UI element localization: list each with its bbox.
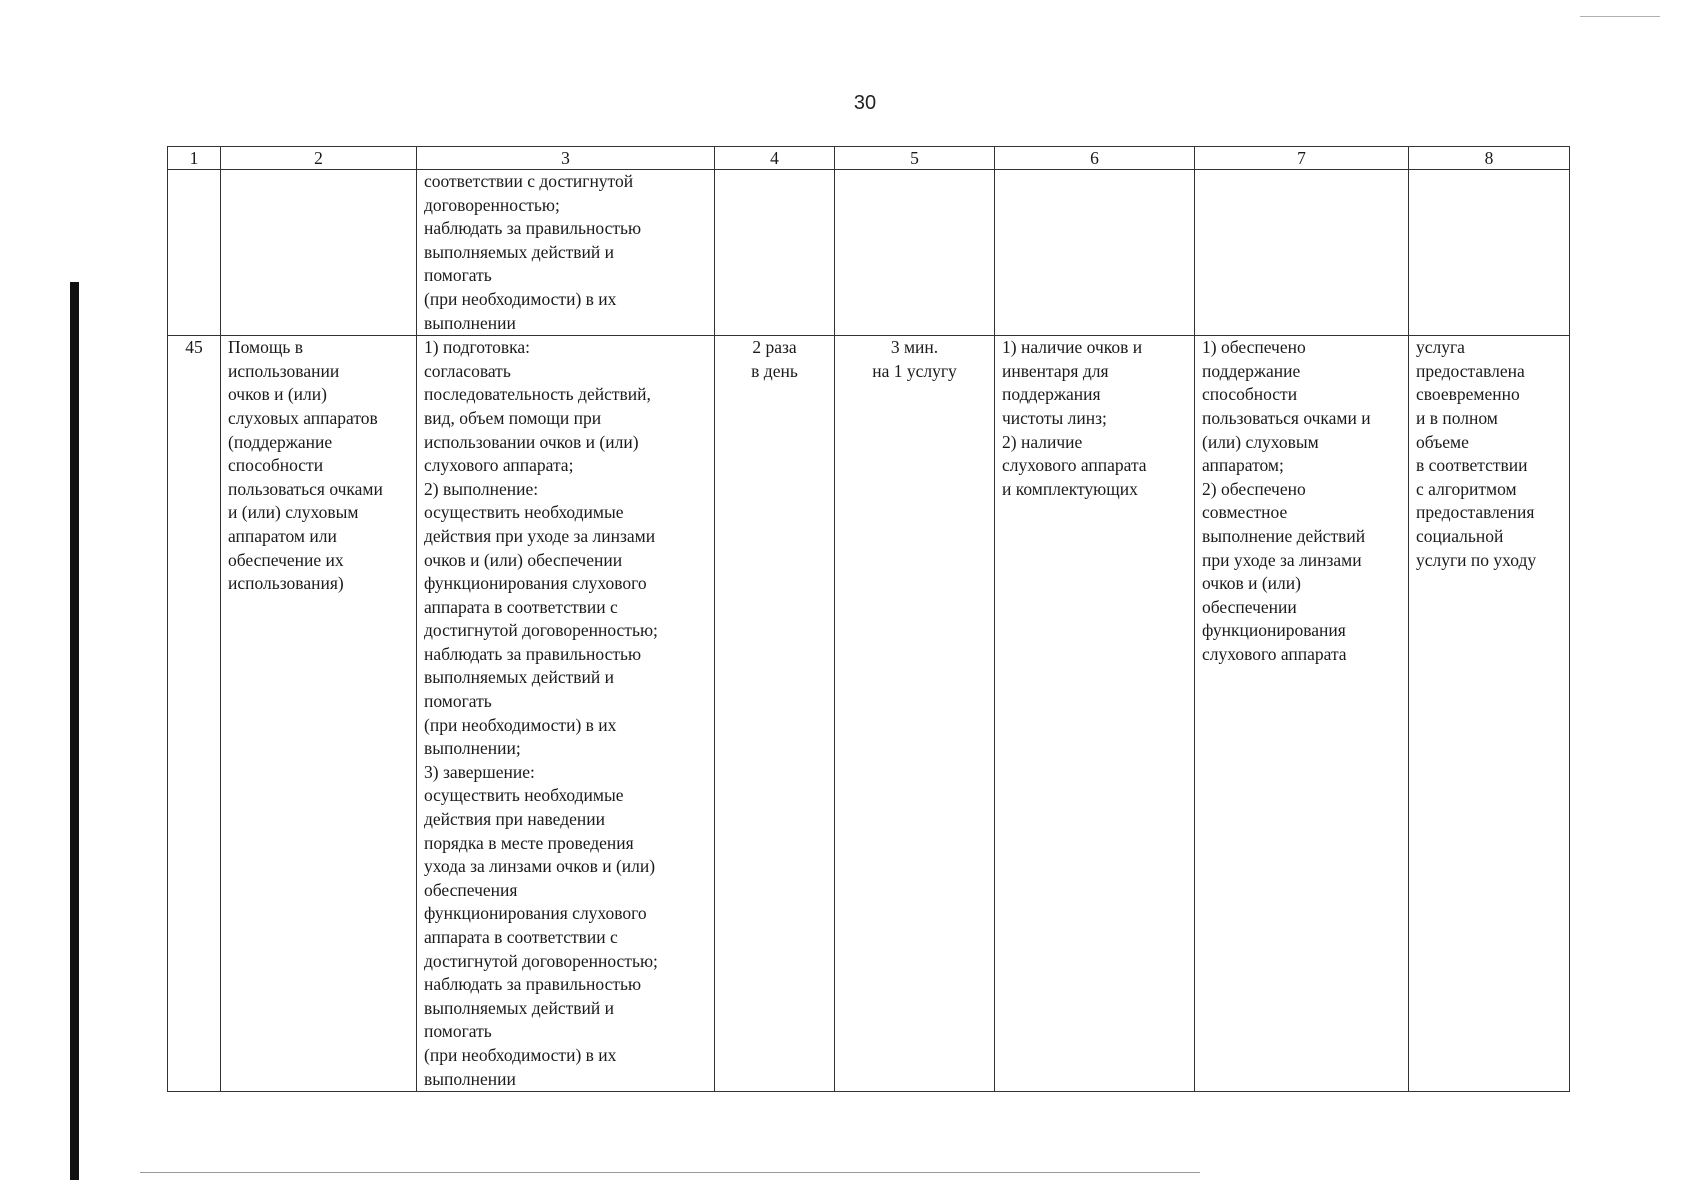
scan-artifact-bottom	[140, 1172, 1200, 1173]
header-col-7: 7	[1195, 147, 1409, 170]
cont-cell-6	[995, 170, 1195, 336]
service-name-cell	[221, 336, 417, 1092]
duration-cell	[835, 336, 995, 1092]
header-col-6: 6	[995, 147, 1195, 170]
cont-cell-5	[835, 170, 995, 336]
cont-cell-7	[1195, 170, 1409, 336]
row-number: 45	[185, 337, 203, 358]
table-row-45	[168, 336, 1570, 1092]
header-col-1: 1	[168, 147, 221, 170]
header-col-5: 5	[835, 147, 995, 170]
cont-cell-4	[715, 170, 835, 336]
cont-cell-1	[168, 170, 221, 336]
cont-cell-3	[417, 170, 715, 336]
header-col-3: 3	[417, 147, 715, 170]
service-results: 1) обеспечено поддержание способности пользоваться очками и (или) слуховым аппаратом; 2) обеспечено совместное выполнение действий при уходе за линзами очков и (или) обеспечении функционирования слухового аппарата	[1202, 337, 1371, 664]
page-number: 30	[853, 92, 877, 114]
service-frequency: 2 раза в день	[751, 337, 798, 381]
service-quality: услуга предоставлена своевременно и в полном объеме в соответствии с алгоритмом предоставления социальной услуги по уходу	[1416, 337, 1537, 570]
service-duration: 3 мин. на 1 услугу	[872, 337, 957, 381]
cont-cell-8	[1409, 170, 1570, 336]
row-number-cell	[168, 336, 221, 1092]
table-header-row	[168, 147, 1570, 170]
header-col-2: 2	[221, 147, 417, 170]
header-col-8: 8	[1409, 147, 1570, 170]
services-table	[167, 146, 1570, 1092]
scan-artifact-top	[1580, 16, 1660, 17]
frequency-cell	[715, 336, 835, 1092]
quality-cell	[1409, 336, 1570, 1092]
conditions-cell	[995, 336, 1195, 1092]
results-cell	[1195, 336, 1409, 1092]
cont-cell-2	[221, 170, 417, 336]
table-row-continuation	[168, 170, 1570, 336]
service-conditions: 1) наличие очков и инвентаря для поддержания чистоты линз; 2) наличие слухового аппарата и комплектующих	[1002, 337, 1147, 499]
scan-edge-shadow	[70, 282, 79, 1180]
header-col-4: 4	[715, 147, 835, 170]
service-description: 1) подготовка: согласовать последовательность действий, вид, объем помощи при использовании очков и (или) слухового аппарата; 2) выполнение: осуществить необходимые действия при уходе за линзами очков и (или) обеспечении функционирования слухового аппарата в соответствии с достигнутой договоренностью; наблюдать за правильностью выполняемых действий и помогать (при необходимости) в их выполнении; 3) завершение: осуществить необходимые действия при наведении порядка в месте проведения ухода за линзами очков и (или) обеспечения функционирования слухового аппарата в соответствии с достигнутой договоренностью; наблюдать за правильностью выполняемых действий и помогать (при необходимости) в их выполнении	[424, 337, 658, 1089]
service-description-cell	[417, 336, 715, 1092]
cont-description-text: соответствии с достигнутой договоренностью; наблюдать за правильностью выполняемых действий и помогать (при необходимости) в их выполнении	[424, 171, 642, 333]
service-name: Помощь в использовании очков и (или) слуховых аппаратов (поддержание способности пользоваться очками и (или) слуховым аппаратом или обеспечение их использования)	[228, 337, 383, 594]
